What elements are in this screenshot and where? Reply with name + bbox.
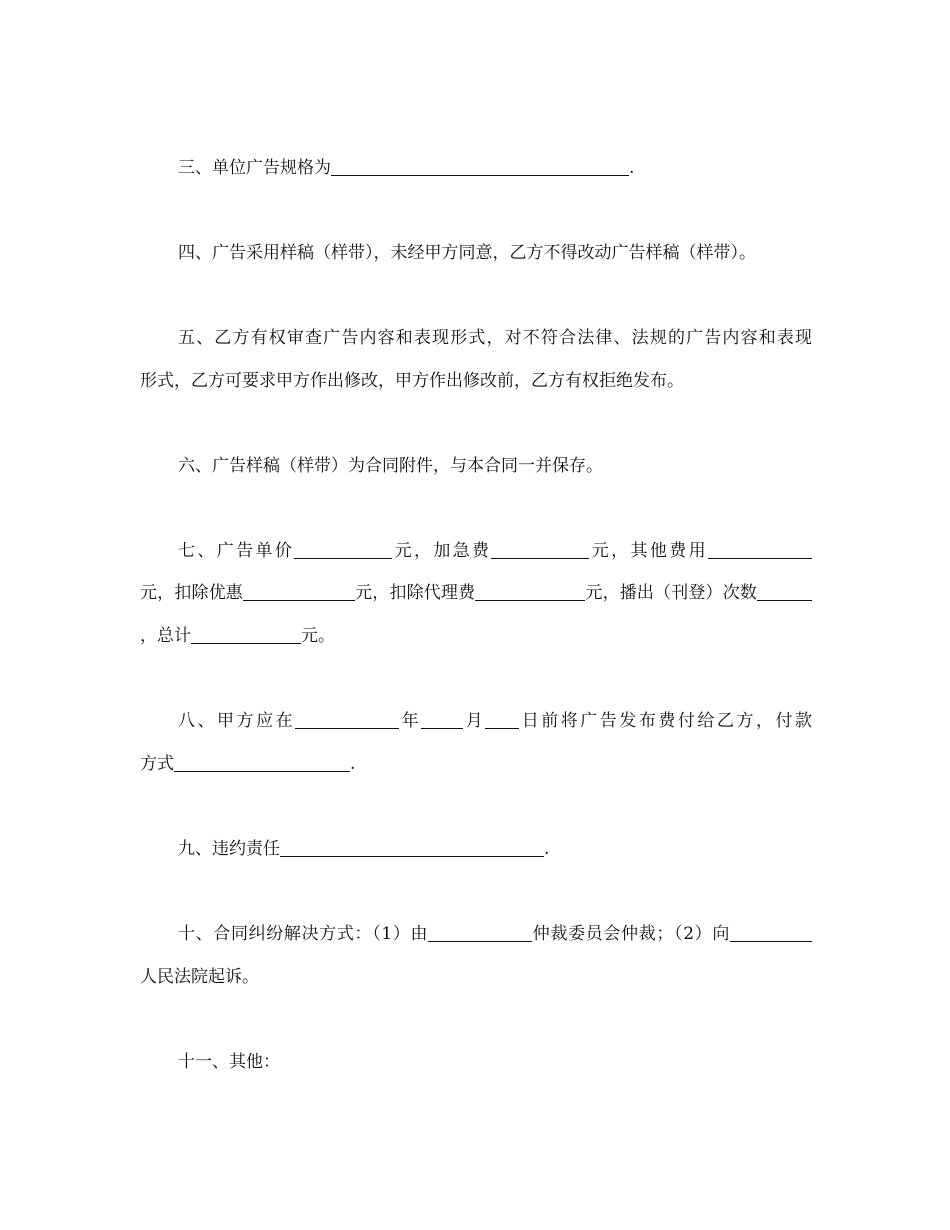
agency-fee-blank[interactable] <box>475 582 585 601</box>
clause-7-b: 元，加急费 <box>392 541 492 561</box>
clause-8-e: 方式 <box>140 754 174 774</box>
unit-price-blank[interactable] <box>294 540 392 559</box>
year-blank[interactable] <box>295 710 399 729</box>
rush-fee-blank[interactable] <box>491 540 589 559</box>
clause-7-f: 元，播出（刊登）次数 <box>585 583 758 603</box>
clause-7-e: 元，扣除代理费 <box>354 583 476 603</box>
clause-9-text: 九、违约责任 <box>178 839 280 859</box>
discount-blank[interactable] <box>243 582 355 601</box>
clause-4 <box>178 242 812 264</box>
clause-8-d: 日前将广告发布费付给乙方，付款 <box>519 711 813 731</box>
spec-blank[interactable] <box>331 157 629 176</box>
clause-5-text-2: 形式，乙方可要求甲方作出修改，甲方作出修改前，乙方有权拒绝发布。 <box>140 371 684 391</box>
payment-method-blank[interactable] <box>174 753 350 772</box>
clause-7-line-3 <box>140 625 812 647</box>
clause-10-line-1 <box>178 923 812 945</box>
clause-7-line-2 <box>140 582 812 604</box>
clause-7-g: ，总计 <box>140 626 191 646</box>
other-fee-blank[interactable] <box>708 540 812 559</box>
clause-8-a: 八、甲方应在 <box>178 711 296 731</box>
broadcast-count-blank[interactable] <box>757 582 812 601</box>
clause-7-line-1 <box>178 540 812 562</box>
clause-9-end: . <box>544 839 550 859</box>
clause-10-b: 仲裁委员会仲裁；（2）向 <box>532 924 730 944</box>
court-blank[interactable] <box>730 923 812 942</box>
clause-8-c: 月 <box>463 711 486 731</box>
clause-11-text: 十一、其他： <box>178 1052 280 1072</box>
liability-blank[interactable] <box>280 838 544 857</box>
clause-5-line-2 <box>140 370 812 392</box>
clause-8-b: 年 <box>399 711 422 731</box>
clause-4-text: 四、广告采用样稿（样带），未经甲方同意，乙方不得改动广告样稿（样带）。 <box>178 243 756 263</box>
clause-7-d: 元，扣除优惠 <box>140 583 243 603</box>
day-blank[interactable] <box>485 710 519 729</box>
clause-6 <box>178 455 812 477</box>
total-blank[interactable] <box>191 625 301 644</box>
clause-5-line-1 <box>178 327 812 349</box>
clause-8-line-2 <box>140 753 812 775</box>
clause-3-text: 三、单位广告规格为 <box>178 158 331 178</box>
clause-3 <box>178 157 812 179</box>
arbitration-blank[interactable] <box>428 923 532 942</box>
clause-6-text: 六、广告样稿（样带）为合同附件，与本合同一并保存。 <box>178 456 603 476</box>
clause-8-line-1 <box>178 710 812 732</box>
clause-9 <box>178 838 812 860</box>
clause-11 <box>178 1051 812 1073</box>
clause-7-a: 七、广告单价 <box>178 541 295 561</box>
clause-8-f: . <box>350 754 356 774</box>
clause-10-c: 人民法院起诉。 <box>140 967 259 987</box>
clause-3-end: . <box>629 158 635 178</box>
clause-5-text-1: 五、乙方有权审查广告内容和表现形式，对不符合法律、法规的广告内容和表现 <box>178 328 812 348</box>
clause-7-c: 元，其他费用 <box>589 541 709 561</box>
clause-7-h: 元。 <box>301 626 335 646</box>
clause-10-a: 十、合同纠纷解决方式：（1）由 <box>178 924 429 944</box>
month-blank[interactable] <box>421 710 463 729</box>
clause-10-line-2 <box>140 966 812 988</box>
